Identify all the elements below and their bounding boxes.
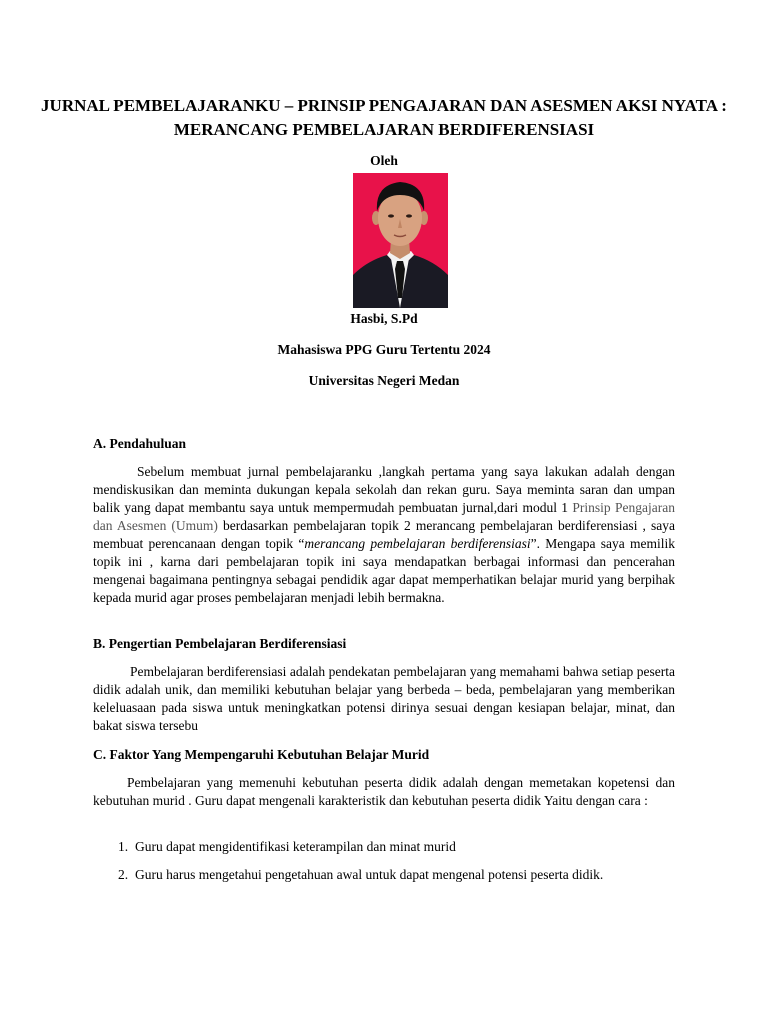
document-title: JURNAL PEMBELAJARANKU – PRINSIP PENGAJARAN DAN ASESMEN AKSI NYATA : MERANCANG PEMBELAJARAN BERDIFERENSIASI — [41, 96, 727, 139]
author-photo — [353, 173, 448, 308]
section-a-paragraph — [93, 463, 675, 607]
section-a-text-3: ”. Mengapa saya memilik topik ini , karna dari pembelajaran topik ini saya mendapatkan berbagai informasi dan pencerahan mengenai bagaimana pentingnya sebagai pendidik agar dapat memperhatikan belajar murid yang berpihak kepada murid agar proses pembelajaran menjadi lebih bermakna. — [93, 536, 675, 605]
list-item-text: Guru harus mengetahui pengetahuan awal untuk dapat mengenal potensi peserta didik. — [135, 867, 604, 882]
author-name: Hasbi, S.Pd — [350, 311, 418, 326]
section-b-heading: B. Pengertian Pembelajaran Berdiferensiasi — [93, 636, 347, 651]
section-c-paragraph: Pembelajaran yang memenuhi kebutuhan peserta didik adalah dengan memetakan kopetensi dan kebutuhan murid . Guru dapat mengenali karakteristik dan kebutuhan peserta didik Yaitu dengan cara : — [93, 775, 675, 808]
module-name: Prinsip Pengajaran dan Asesmen (Umum) — [93, 500, 676, 533]
by-label: Oleh — [370, 153, 398, 168]
author-role: Mahasiswa PPG Guru Tertentu 2024 — [277, 342, 491, 357]
list-item — [118, 866, 688, 884]
topic-italic: merancang pembelajaran berdiferensiasi — [304, 536, 531, 551]
section-c-heading: C. Faktor Yang Mempengaruhi Kebutuhan Belajar Murid — [93, 747, 430, 762]
author-institution: Universitas Negeri Medan — [308, 373, 460, 388]
list-item-text: Guru dapat mengidentifikasi keterampilan dan minat murid — [135, 839, 456, 854]
section-a-heading: A. Pendahuluan — [93, 436, 187, 451]
list-item-number: 2. — [118, 867, 129, 882]
section-a-text-1: Sebelum membuat jurnal pembelajaranku ,langkah pertama yang saya lakukan adalah dengan mendiskusikan dan meminta dukungan kepala sekolah dan rekan guru. Saya meminta saran dan umpan balik yang dapat membantu saya untuk mempermudah pembuatan jurnal,dari modul 1 — [93, 464, 675, 515]
list-item-number: 1. — [118, 839, 129, 854]
section-a-text-2: berdasarkan pembelajaran topik 2 merancang pembelajaran berdiferensiasi , saya membuat perencanaan dengan topik “ — [93, 518, 676, 551]
section-b-paragraph: Pembelajaran berdiferensiasi adalah pendekatan pembelajaran yang memahami bahwa setiap peserta didik adalah unik, dan memiliki kebutuhan belajar yang berbeda – beda, pembelajaran yang memberikan keleluasaan pada siswa untuk meningkatkan potensi dirinya sesuai dengan kesiapan belajar, minat, dan bakat siswa tersebu — [93, 664, 675, 733]
list-item — [118, 838, 688, 856]
section-c-list-2 — [118, 866, 688, 884]
section-c-list — [118, 838, 688, 856]
